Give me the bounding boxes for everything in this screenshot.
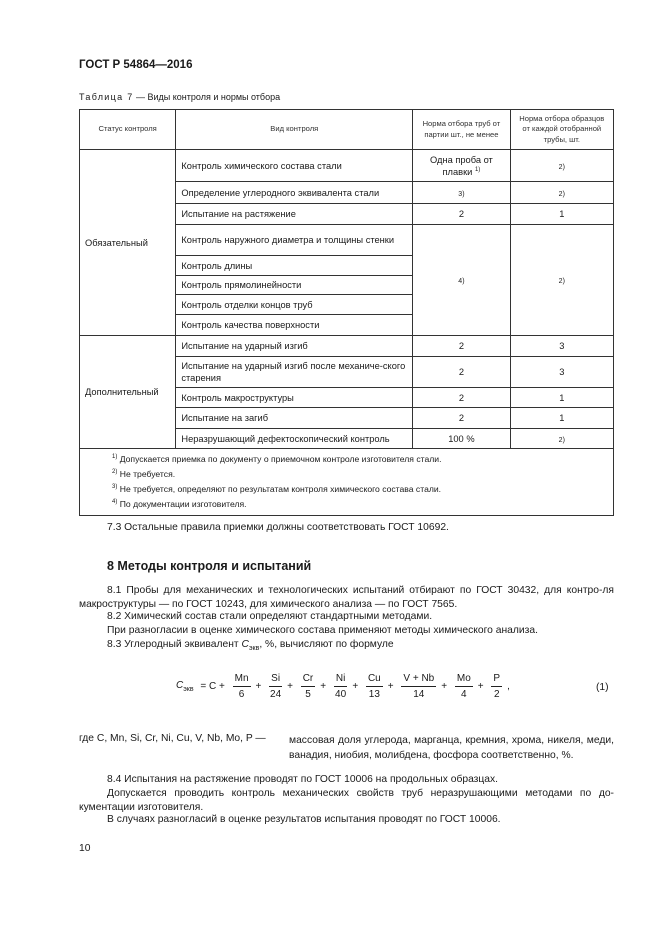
formula-lhs: $C_{экв}$ — [176, 680, 194, 693]
footnote-1: $^{1)}$ Допускается приемка по документу о приемочном контроле изготовителя стали. — [112, 454, 442, 464]
paragraph-8-4: 8.4 Испытания на растяжение проводят по ГОСТ 10006 на продольных образцах. — [107, 774, 499, 785]
row-samples: 1 — [510, 408, 613, 429]
row-samples: 1 — [510, 204, 613, 225]
formula-eq: = C + — [200, 681, 225, 692]
table-header-row — [80, 110, 614, 150]
document-header: ГОСТ Р 54864—2016 — [79, 59, 193, 71]
header-type: Вид контроля — [176, 110, 413, 150]
paragraph-8-2: 8.2 Химический состав стали определяют стандартными методами. — [107, 611, 433, 622]
row-pipes: 2 — [413, 408, 510, 429]
carbon-equivalent-formula: $C_{экв} = C$ + $\frac{Mn}{6}$ + $\frac{Si}{24}$ + $\frac{Cr}{5}$ + $\frac{Ni}{40}$ + $\frac{Cu}{13}$ + $\frac{V + Nb}{14}$ + $\frac{Mo}{4}$ + $\frac{P}{2}$ , — [176, 673, 510, 700]
header-pipes: Норма отбора труб от партии шт., не менее — [413, 110, 510, 150]
section-8-title: 8 Методы контроля и испытаний — [107, 559, 312, 573]
control-table — [79, 109, 614, 516]
formula-term: $\frac{Si}{24}$ — [270, 673, 282, 700]
formula-number: (1) — [596, 682, 609, 693]
footnote-3: $^{3)}$ Не требуется, определяют по результатам контроля химического состава стали. — [112, 484, 442, 494]
row-type: Испытание на ударный изгиб после механиче-ского старения — [176, 357, 413, 388]
row-type: Контроль длины — [176, 256, 413, 276]
row-type: Испытание на растяжение — [176, 204, 413, 225]
table-footnotes — [80, 449, 614, 516]
paragraph-8-3: 8.3 Углеродный эквивалент $C_{экв}$, %, вычисляют по формуле — [107, 639, 394, 653]
paragraph-8-4b: Допускается проводить контроль механических свойств труб неразрушающими методами по до-кументации изготовителя. — [79, 788, 614, 813]
row-pipes: 100 % — [413, 429, 510, 449]
row-samples: 1 — [510, 388, 613, 408]
row-pipes: 2 — [413, 336, 510, 357]
row-type: Контроль химического состава стали — [176, 150, 413, 182]
row-samples: 3 — [510, 336, 613, 357]
page-number: 10 — [79, 843, 91, 854]
where-description: массовая доля углерода, марганца, кремния, хрома, никеля, меди, ванадия, ниобия, молибдена, фосфора соответственно, %. — [289, 735, 614, 761]
row-pipes: 2 — [413, 357, 510, 388]
header-status: Статус контроля — [80, 110, 176, 150]
row-type: Контроль качества поверхности — [176, 315, 413, 336]
table-row — [80, 150, 614, 182]
row-pipes: 3) — [413, 182, 510, 204]
header-samples: Норма отбора образцов от каждой отобранной трубы, шт. — [510, 110, 613, 150]
row-pipes: 2 — [413, 388, 510, 408]
footnote-2: $^{2)}$ Не требуется. — [112, 469, 176, 479]
footnote-4: $^{4)}$ По документации изготовителя. — [112, 499, 247, 509]
row-type: Испытание на ударный изгиб — [176, 336, 413, 357]
row-pipes: 2 — [413, 204, 510, 225]
row-type: Контроль прямолинейности — [176, 276, 413, 295]
formula-term: $\frac{P}{2}$ — [493, 673, 501, 700]
row-samples: 2) — [510, 429, 613, 449]
paragraph-8-1: 8.1 Пробы для механических и технологических испытаний отбирают по ГОСТ 30432, для контро-ля макроструктуры — по ГОСТ 10243, для химического анализа — по ГОСТ 7565. — [79, 585, 614, 610]
formula-term: $\frac{V + Nb}{14}$ — [403, 673, 435, 700]
row-samples: 2) — [510, 225, 613, 336]
table-row — [80, 336, 614, 357]
table-caption-label: Таблица 7 — [79, 92, 134, 102]
where-variables: где C, Mn, Si, Cr, Ni, Cu, V, Nb, Mo, P — — [79, 733, 266, 744]
row-samples: 2) — [510, 150, 613, 182]
row-type: Контроль наружного диаметра и толщины стенки — [176, 225, 413, 256]
row-samples: 3 — [510, 357, 613, 388]
row-type: Контроль макроструктуры — [176, 388, 413, 408]
formula-term: $\frac{Cu}{13}$ — [367, 673, 381, 700]
table-footnotes-row — [80, 449, 614, 516]
table-caption — [79, 92, 280, 102]
row-pipes: Одна проба от плавки $^{1)}$ — [413, 150, 510, 182]
row-type: Определение углеродного эквивалента стали — [176, 182, 413, 204]
paragraph-8-2b: При разногласии в оценке химического состава применяют методы химического анализа. — [107, 625, 538, 636]
paragraph-8-4c: В случаях разногласий в оценке результатов испытания проводят по ГОСТ 10006. — [107, 814, 501, 825]
formula-term: $\frac{Mn}{6}$ — [234, 673, 249, 700]
group-mandatory: Обязательный — [80, 150, 176, 336]
paragraph-7-3: 7.3 Остальные правила приемки должны соответствовать ГОСТ 10692. — [107, 522, 449, 533]
row-type: Неразрушающий дефектоскопический контроль — [176, 429, 413, 449]
formula-term: $\frac{Cr}{5}$ — [302, 673, 314, 700]
row-type: Контроль отделки концов труб — [176, 295, 413, 315]
row-samples: 2) — [510, 182, 613, 204]
formula-term: $\frac{Ni}{40}$ — [335, 673, 347, 700]
formula-term: $\frac{Mo}{4}$ — [456, 673, 471, 700]
row-type: Испытание на загиб — [176, 408, 413, 429]
row-pipes: 4) — [413, 225, 510, 336]
group-additional: Дополнительный — [80, 336, 176, 449]
table-caption-text: — Виды контроля и нормы отбора — [133, 92, 281, 102]
